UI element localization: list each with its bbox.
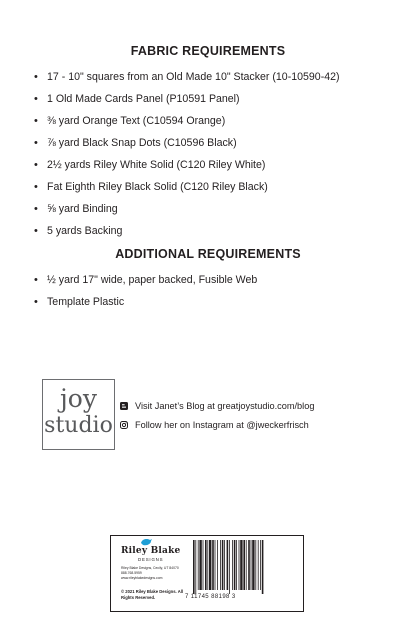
- barcode-bar: [209, 540, 211, 590]
- barcode-bar: [212, 540, 214, 590]
- barcode-bar: [203, 540, 204, 590]
- rights-line: Rights Reserved.: [121, 595, 156, 600]
- publisher-address: Riley Blake Designs, Cecily, UT 84070: [121, 566, 179, 570]
- list-item: • ⅜ yard Orange Text (C10594 Orange): [34, 114, 340, 136]
- list-item: • 5 yards Backing: [34, 224, 340, 246]
- list-item: • Template Plastic: [34, 295, 257, 317]
- list-item: • 17 - 10" squares from an Old Made 10" Stacker (10-10590-42): [34, 70, 340, 92]
- additional-requirements-list: [34, 273, 257, 317]
- publisher-badge: [110, 535, 304, 612]
- barcode-bar: [232, 540, 233, 590]
- barcode-bar: [260, 540, 261, 590]
- barcode-bar: [198, 540, 199, 590]
- instagram-icon: [120, 421, 128, 429]
- publisher-name: Riley Blake: [121, 546, 181, 556]
- barcode-bar: [258, 540, 259, 590]
- additional-requirements-title: ADDITIONAL REQUIREMENTS: [115, 247, 301, 261]
- list-item: • Fat Eighth Riley Black Solid (C120 Riley Black): [34, 180, 340, 202]
- barcode-bar: [207, 540, 208, 590]
- barcode-bar: [252, 540, 254, 590]
- logo-joy-text: joy: [60, 384, 97, 413]
- logo-studio-text: studio: [44, 413, 113, 438]
- blog-text: Visit Janet’s Blog at greatjoystudio.com/blog: [135, 401, 315, 411]
- barcode-bar: [195, 540, 196, 594]
- copyright: [121, 589, 183, 601]
- joy-studio-logo: [42, 379, 115, 450]
- publisher-phone: 888.768.5959: [121, 571, 142, 575]
- barcode-bar: [251, 540, 252, 590]
- barcode-bar: [239, 540, 240, 590]
- copyright-line: © 2021 Riley Blake Designs. All: [121, 589, 184, 594]
- barcode-bar: [222, 540, 224, 590]
- barcode-bar: [224, 540, 225, 590]
- barcode-bar: [229, 540, 230, 594]
- list-item: • 2½ yards Riley White Solid (C120 Riley White): [34, 158, 340, 180]
- fabric-requirements-title: FABRIC REQUIREMENTS: [130, 44, 286, 58]
- instagram-link[interactable]: [120, 420, 309, 430]
- barcode-bar: [193, 540, 195, 594]
- barcode-bar: [205, 540, 207, 590]
- barcode-bar: [217, 540, 218, 590]
- instagram-text: Follow her on Instagram at @jweckerfrisch: [135, 420, 309, 430]
- barcode-bar: [220, 540, 221, 590]
- list-item: • ½ yard 17" wide, paper backed, Fusible Web: [34, 273, 257, 295]
- barcode-bar: [236, 540, 237, 590]
- barcode-bar: [227, 540, 229, 590]
- list-item: • 1 Old Made Cards Panel (P10591 Panel): [34, 92, 340, 114]
- barcode-bar: [255, 540, 256, 590]
- publisher-web: www.rileyblakedesigns.com: [121, 576, 163, 580]
- barcode: [191, 538, 297, 594]
- barcode-bar: [234, 540, 236, 590]
- blogger-icon: [120, 402, 128, 410]
- barcode-bar: [246, 540, 247, 590]
- list-item: • ⅞ yard Black Snap Dots (C10596 Black): [34, 136, 340, 158]
- barcode-bar: [243, 540, 245, 590]
- list-item: • ⅝ yard Binding: [34, 202, 340, 224]
- barcode-bar: [199, 540, 201, 590]
- publisher-sub: DESIGNS: [138, 557, 164, 562]
- barcode-bar: [215, 540, 216, 590]
- blog-link[interactable]: [120, 401, 314, 411]
- barcode-bar: [248, 540, 250, 590]
- fabric-requirements-list: [34, 70, 340, 246]
- barcode-bar: [262, 540, 264, 594]
- barcode-bar: [240, 540, 242, 590]
- barcode-digits: 7 11745 88198 3: [185, 594, 236, 600]
